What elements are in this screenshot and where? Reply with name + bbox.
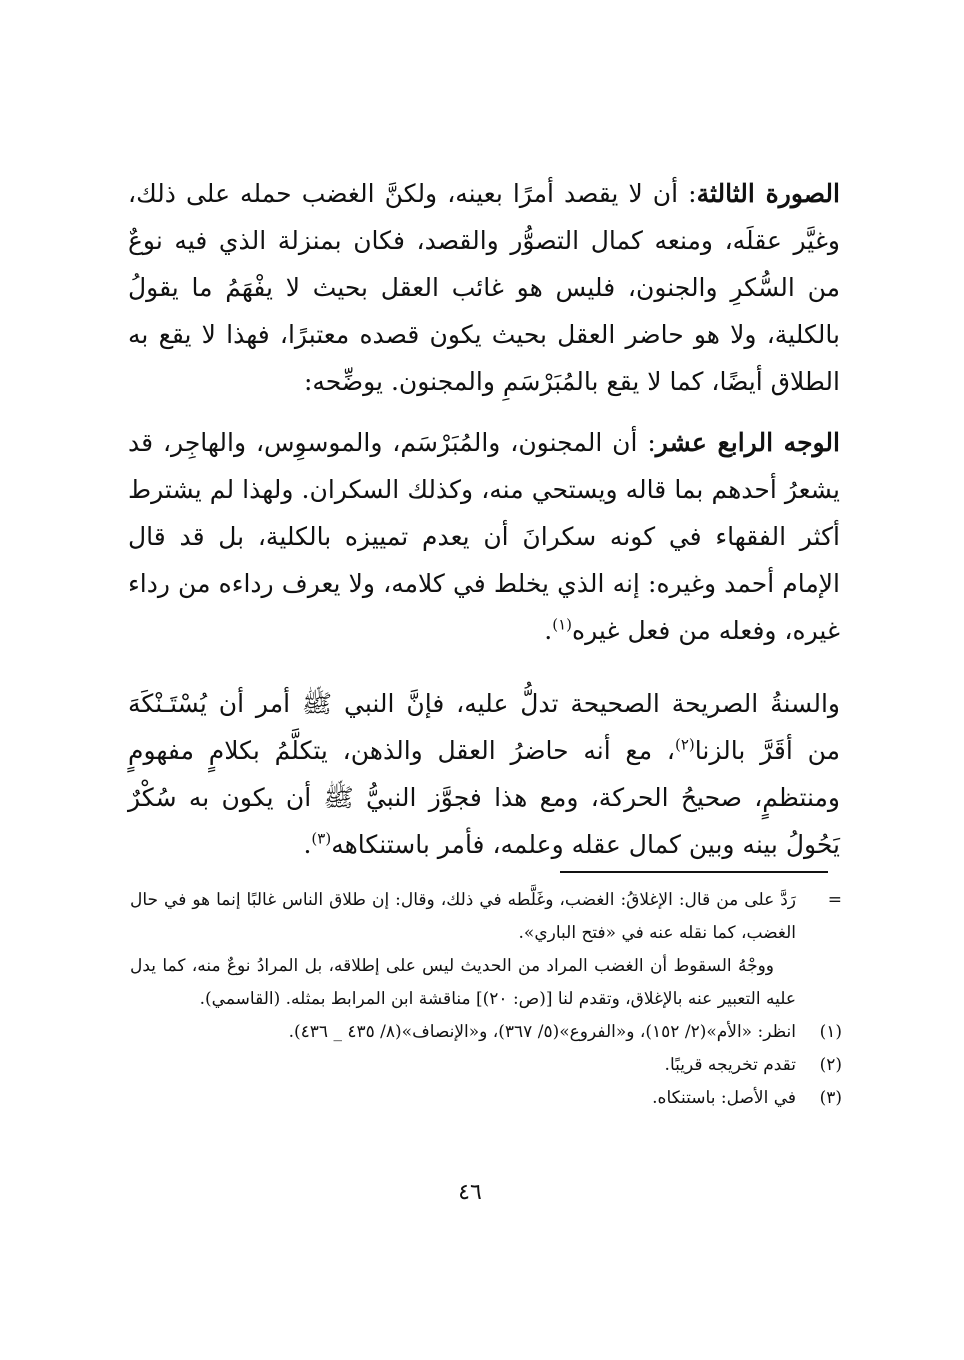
footnote-number: (٢) <box>819 1055 842 1075</box>
footnote-text: رَدَّ على من قال: الإغلاقُ: الغضب، وغَلَّطه في ذلك، وقال: إن طلاق الناس غالبًا إنما هو في حال الغضب، كما نقله عنه في «فتح الباري». <box>130 890 796 943</box>
footnote-item <box>130 1016 842 1049</box>
footnote-number: (٣) <box>819 1088 842 1108</box>
footnote-reference[interactable]: (١) <box>552 615 572 634</box>
paragraph-text: : أن لا يقصد أمرًا بعينه، ولكنَّ الغضب حمله على ذلك، وغيَّر عقلَه، ومنعه كمال التصوُّر والقصد، فكان بمنزلة الذي فيه نوعٌ من السُّكرِ والجنون، فليس هو غائب العقل بحيث لا يفْهَمُ ما يقولُ بالكلية، ولا هو حاضر العقل بحيث يكون قصده معتبرًا، فهذا لا يقع به الطلاق أيضًا، كما لا يقع بالمُبَرْسَمِ والمجنون. يوضِّحه: <box>128 179 840 396</box>
footnote-text: تقدم تخريجه قريبًا. <box>664 1055 796 1075</box>
main-text <box>128 170 840 868</box>
footnote-item <box>130 1082 842 1115</box>
paragraph-heading: الوجه الرابع عشر <box>655 428 840 457</box>
paragraph-text: والسنةُ الصريحة الصحيحة تدلُّ عليه، فإنَّ النبي ﷺ أمر أن يُسْتَـنْكَهَ من أقَرَّ بالزنا <box>128 689 840 765</box>
footnote-separator <box>560 871 828 873</box>
footnote-text: انظر: «الأم»(٢/ ١٥٢)، و«الفروع»(٥/ ٣٦٧)، و«الإنصاف»(٨/ ٤٣٥ _ ٤٣٦). <box>288 1022 796 1042</box>
footnote-item <box>130 1049 842 1082</box>
footnote-text: ووجْهُ السقوط أن الغضب المراد من الحديث ليس على إطلاقه، بل المرادُ نوعٌ منه، كما يدل عليه التعبير عنه بالإغلاق، وتقدم لنا [(ص: ٢٠)] مناقشة ابن المرابط بمثله. (القاسمي). <box>130 956 796 1009</box>
footnote-continuation-body <box>130 884 796 1016</box>
paragraph-text: ، مع أنه حاضرُ العقل والذهن، يتكلَّمُ بكلامٍ مفهومٍ ومنتظمٍ، صحيحُ الحركة، ومع هذا فجوَّز النبيُّ ﷺ أن يكون به سُكْرٌ يَحُولُ بينه وبين كمال عقله وعلمه، فأمر باستنكاهه <box>128 736 840 859</box>
footnote-text: في الأصل: باستنكاه. <box>652 1088 796 1108</box>
page-number: ٤٦ <box>458 1180 482 1205</box>
paragraph-end: . <box>303 830 312 859</box>
paragraph-text: : أن المجنون، والمُبَرْسَم، والموسوِس، والهاجِر، قد يشعرُ أحدهم بما قاله ويستحي منه، وكذلك السكران. ولهذا لم يشترط أكثر الفقهاء في كونه سكرانَ أن يعدم تمييزه بالكلية، بل قد قال الإمام أحمد وغيره: إنه الذي يخلط في كلامه، ولا يعرف رداءه من رداء غيره، وفعله من فعل غيره <box>128 428 840 645</box>
continuation-marker: = <box>827 890 842 910</box>
footnote-reference[interactable]: (٢) <box>674 735 695 754</box>
paragraph-sunnah <box>128 680 840 868</box>
paragraph-third-form <box>128 170 840 405</box>
footnote-continuation <box>130 884 842 1016</box>
paragraph-heading: الصورة الثالثة <box>696 179 840 208</box>
paragraph-end: . <box>544 616 553 645</box>
paragraph-fourteenth-aspect <box>128 419 840 654</box>
footnote-reference[interactable]: (٣) <box>311 829 332 848</box>
footnote-number: (١) <box>819 1022 842 1042</box>
footnotes <box>130 884 842 1115</box>
